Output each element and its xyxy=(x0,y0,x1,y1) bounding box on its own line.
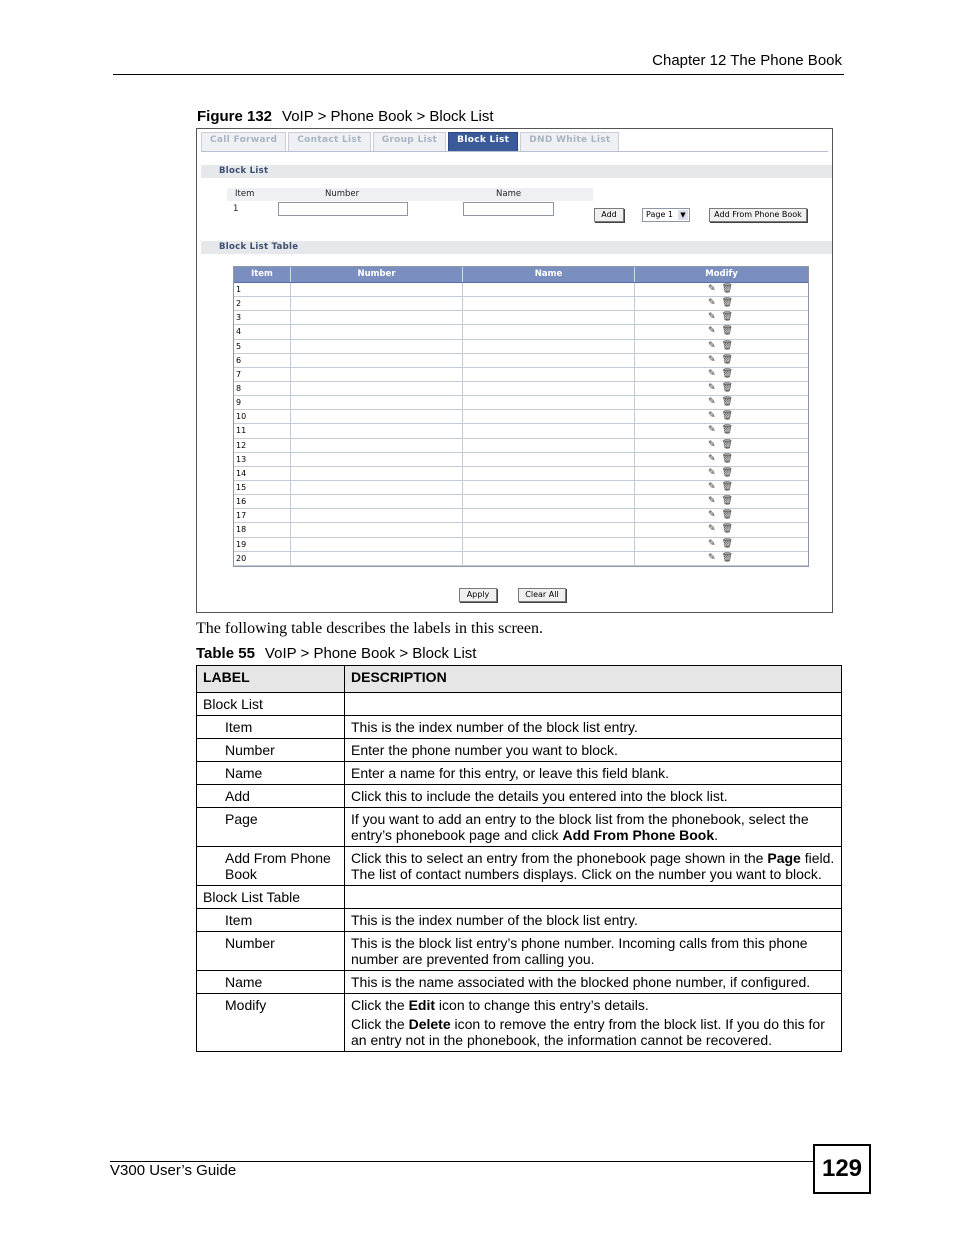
table-number: Table 55 xyxy=(196,645,255,662)
row-number xyxy=(291,552,463,565)
edit-icon[interactable]: ✎ xyxy=(708,524,716,535)
row-modify xyxy=(635,410,808,423)
row-number xyxy=(291,424,463,437)
table-row xyxy=(234,311,808,325)
table-header-row xyxy=(197,666,842,693)
label-column-header: LABEL xyxy=(197,666,345,693)
row-modify xyxy=(635,467,808,480)
row-item: 15 xyxy=(234,481,291,494)
row-name xyxy=(463,439,635,452)
table-row xyxy=(234,396,808,410)
text-run: field. The list of contact numbers displays. Click on the number you want to block. xyxy=(351,850,835,882)
row-number xyxy=(291,439,463,452)
edit-icon[interactable]: ✎ xyxy=(708,481,716,492)
row-description: Enter the phone number you want to block. xyxy=(345,739,842,762)
row-item: 2 xyxy=(234,297,291,310)
table-row xyxy=(234,410,808,424)
delete-icon[interactable]: 🗑 xyxy=(721,326,733,337)
row-name xyxy=(463,509,635,522)
row-number xyxy=(291,340,463,353)
table-row xyxy=(197,808,842,847)
row-number xyxy=(291,283,463,296)
bold-term: Add From Phone Book xyxy=(562,827,715,843)
table-row xyxy=(197,886,842,909)
edit-icon[interactable]: ✎ xyxy=(708,510,716,521)
row-item: 18 xyxy=(234,523,291,536)
delete-icon[interactable]: 🗑 xyxy=(721,354,733,365)
tab-divider xyxy=(201,151,828,152)
row-number xyxy=(291,354,463,367)
form-number-header: Number xyxy=(325,189,360,199)
row-number xyxy=(291,523,463,536)
row-modify xyxy=(635,424,808,437)
intro-text: The following table describes the labels in this screen. xyxy=(196,620,544,637)
row-modify xyxy=(635,509,808,522)
row-item: 12 xyxy=(234,439,291,452)
row-number xyxy=(291,538,463,551)
edit-icon[interactable]: ✎ xyxy=(708,298,716,309)
table-row xyxy=(197,847,842,886)
row-description xyxy=(345,886,842,909)
delete-icon[interactable]: 🗑 xyxy=(721,411,733,422)
figure-caption xyxy=(197,108,494,125)
edit-icon[interactable]: ✎ xyxy=(708,368,716,379)
edit-icon[interactable]: ✎ xyxy=(708,312,716,323)
row-name xyxy=(463,311,635,324)
block-list-section-bar: Block List xyxy=(201,165,832,178)
delete-icon[interactable]: 🗑 xyxy=(721,538,733,549)
row-name xyxy=(463,410,635,423)
text-run: Click the xyxy=(351,1016,409,1032)
chevron-down-icon: ▼ xyxy=(678,210,688,220)
block-list-table-section-bar: Block List Table xyxy=(201,241,832,254)
delete-icon[interactable]: 🗑 xyxy=(721,481,733,492)
table-row xyxy=(234,481,808,495)
row-modify xyxy=(635,368,808,381)
row-name xyxy=(463,368,635,381)
add-button[interactable]: Add xyxy=(594,208,624,222)
table-row xyxy=(234,453,808,467)
edit-icon[interactable]: ✎ xyxy=(708,496,716,507)
row-number xyxy=(291,481,463,494)
row-number xyxy=(291,297,463,310)
description-paragraph xyxy=(351,997,835,1013)
row-item: 13 xyxy=(234,453,291,466)
delete-icon[interactable]: 🗑 xyxy=(721,496,733,507)
name-input[interactable] xyxy=(463,202,554,216)
delete-icon[interactable]: 🗑 xyxy=(721,312,733,323)
text-run: icon to change this entry’s details. xyxy=(435,997,649,1013)
table-row xyxy=(197,785,842,808)
chapter-header: Chapter 12 The Phone Book xyxy=(652,52,842,69)
row-number xyxy=(291,368,463,381)
row-label: Modify xyxy=(197,994,345,1052)
row-name xyxy=(463,283,635,296)
edit-icon[interactable]: ✎ xyxy=(708,439,716,450)
edit-icon[interactable]: ✎ xyxy=(708,411,716,422)
row-item: 7 xyxy=(234,368,291,381)
row-modify xyxy=(635,340,808,353)
row-item: 3 xyxy=(234,311,291,324)
table-row xyxy=(234,368,808,382)
row-description: This is the block list entry’s phone number. Incoming calls from this phone number are prevented from calling you. xyxy=(345,932,842,971)
row-name xyxy=(463,552,635,565)
edit-icon[interactable]: ✎ xyxy=(708,340,716,351)
row-label: Page xyxy=(197,808,345,847)
table-row xyxy=(234,325,808,339)
row-description xyxy=(345,808,842,847)
row-name xyxy=(463,538,635,551)
bold-term: Delete xyxy=(408,1016,451,1032)
table-row xyxy=(234,382,808,396)
edit-icon[interactable]: ✎ xyxy=(708,538,716,549)
row-name xyxy=(463,340,635,353)
table-row xyxy=(197,994,842,1052)
block-list-table xyxy=(233,266,809,567)
row-label: Item xyxy=(197,909,345,932)
row-item: 11 xyxy=(234,424,291,437)
description-column-header: DESCRIPTION xyxy=(345,666,842,693)
row-label: Add From Phone Book xyxy=(197,847,345,886)
row-number xyxy=(291,453,463,466)
table-row xyxy=(234,509,808,523)
row-description: This is the index number of the block list entry. xyxy=(345,716,842,739)
col-header-modify: Modify xyxy=(705,269,738,279)
form-item-header: Item xyxy=(235,189,255,199)
text-run: icon to remove the entry from the block list. If you do this for an entry not in the phonebook, the information cannot be recovered. xyxy=(351,1016,825,1048)
table-row xyxy=(234,297,808,311)
text-run: Click this to select an entry from the phonebook page shown in the xyxy=(351,850,768,866)
edit-icon[interactable]: ✎ xyxy=(708,382,716,393)
table-row xyxy=(197,909,842,932)
edit-icon[interactable]: ✎ xyxy=(708,326,716,337)
edit-icon[interactable]: ✎ xyxy=(708,354,716,365)
row-item: 9 xyxy=(234,396,291,409)
guide-title: V300 User’s Guide xyxy=(110,1162,237,1179)
row-label: Number xyxy=(197,932,345,971)
row-label: Name xyxy=(197,971,345,994)
text-run: . xyxy=(714,827,719,843)
table-row xyxy=(234,552,808,566)
row-number xyxy=(291,325,463,338)
row-label: Block List Table xyxy=(197,886,345,909)
row-modify xyxy=(635,495,808,508)
table-row xyxy=(234,523,808,537)
row-label: Number xyxy=(197,739,345,762)
row-item: 20 xyxy=(234,552,291,565)
row-description: Enter a name for this entry, or leave this field blank. xyxy=(345,762,842,785)
row-name xyxy=(463,297,635,310)
row-label: Name xyxy=(197,762,345,785)
figure-number: Figure 132 xyxy=(197,108,273,125)
delete-icon[interactable]: 🗑 xyxy=(721,524,733,535)
clear-all-button[interactable]: Clear All xyxy=(518,588,566,602)
block-list-table-header xyxy=(234,267,808,283)
row-modify xyxy=(635,453,808,466)
row-modify xyxy=(635,552,808,565)
row-modify xyxy=(635,297,808,310)
row-modify xyxy=(635,439,808,452)
table-row xyxy=(234,340,808,354)
delete-icon[interactable]: 🗑 xyxy=(721,368,733,379)
row-item: 10 xyxy=(234,410,291,423)
tab-dnd-white-list[interactable]: DND White List xyxy=(520,132,619,152)
tab-call-forward[interactable]: Call Forward xyxy=(201,132,286,152)
row-number xyxy=(291,509,463,522)
col-header-name: Name xyxy=(463,267,635,282)
row-modify xyxy=(635,311,808,324)
row-name xyxy=(463,424,635,437)
row-number xyxy=(291,410,463,423)
delete-icon[interactable]: 🗑 xyxy=(721,439,733,450)
row-name xyxy=(463,481,635,494)
row-name xyxy=(463,396,635,409)
block-list-table-body xyxy=(234,283,808,566)
edit-icon[interactable]: ✎ xyxy=(708,453,716,464)
form-item-value: 1 xyxy=(233,204,239,214)
row-modify xyxy=(635,354,808,367)
delete-icon[interactable]: 🗑 xyxy=(721,425,733,436)
delete-icon[interactable]: 🗑 xyxy=(721,397,733,408)
row-name xyxy=(463,453,635,466)
block-list-screenshot xyxy=(196,128,833,613)
row-modify xyxy=(635,523,808,536)
add-from-phone-book-button[interactable]: Add From Phone Book xyxy=(709,208,807,222)
row-modify xyxy=(635,283,808,296)
edit-icon[interactable]: ✎ xyxy=(708,284,716,294)
row-item: 1 xyxy=(234,283,291,296)
row-name xyxy=(463,495,635,508)
text-run: If you want to add an entry to the block list from the phonebook, select the entry’s phonebook page and click xyxy=(351,811,809,843)
label-description-table xyxy=(196,665,842,1052)
edit-icon[interactable]: ✎ xyxy=(708,425,716,436)
row-name xyxy=(463,325,635,338)
table-row xyxy=(234,538,808,552)
row-modify xyxy=(635,382,808,395)
row-label: Item xyxy=(197,716,345,739)
row-description: This is the index number of the block list entry. xyxy=(345,909,842,932)
col-header-number: Number xyxy=(291,267,463,282)
tab-block-list[interactable]: Block List xyxy=(448,132,518,152)
row-item: 6 xyxy=(234,354,291,367)
row-name xyxy=(463,354,635,367)
row-description xyxy=(345,693,842,716)
table-row xyxy=(197,693,842,716)
row-item: 14 xyxy=(234,467,291,480)
row-label: Add xyxy=(197,785,345,808)
apply-button[interactable]: Apply xyxy=(459,588,497,602)
page-select-value: Page 1 xyxy=(646,210,673,219)
row-name xyxy=(463,382,635,395)
delete-icon[interactable]: 🗑 xyxy=(721,340,733,351)
table-row xyxy=(197,932,842,971)
row-number xyxy=(291,382,463,395)
delete-icon[interactable]: 🗑 xyxy=(721,552,733,563)
form-header-bar xyxy=(227,188,593,201)
row-name xyxy=(463,523,635,536)
delete-icon[interactable]: 🗑 xyxy=(721,467,733,478)
row-label: Block List xyxy=(197,693,345,716)
row-modify xyxy=(635,481,808,494)
edit-icon[interactable]: ✎ xyxy=(708,397,716,408)
row-description xyxy=(345,847,842,886)
table-row xyxy=(234,354,808,368)
row-description xyxy=(345,994,842,1052)
row-number xyxy=(291,311,463,324)
row-modify xyxy=(635,538,808,551)
row-modify xyxy=(635,396,808,409)
table-title: VoIP > Phone Book > Block List xyxy=(264,645,477,662)
table-row xyxy=(234,424,808,438)
figure-title: VoIP > Phone Book > Block List xyxy=(282,108,494,125)
delete-icon[interactable]: 🗑 xyxy=(721,510,733,521)
header-rule xyxy=(113,74,844,75)
row-item: 16 xyxy=(234,495,291,508)
row-name xyxy=(463,467,635,480)
row-description: This is the name associated with the blocked phone number, if configured. xyxy=(345,971,842,994)
tab-contact-list[interactable]: Contact List xyxy=(288,132,370,152)
delete-icon[interactable]: 🗑 xyxy=(721,284,733,294)
row-number xyxy=(291,495,463,508)
number-input[interactable] xyxy=(278,202,408,216)
page-number: 129 xyxy=(813,1144,871,1194)
description-table-body xyxy=(197,693,842,1052)
table-row xyxy=(197,762,842,785)
row-item: 17 xyxy=(234,509,291,522)
bold-term: Edit xyxy=(408,997,436,1013)
delete-icon[interactable]: 🗑 xyxy=(721,382,733,393)
text-run: Click the xyxy=(351,997,409,1013)
table-caption xyxy=(196,645,476,662)
form-name-header: Name xyxy=(496,189,522,199)
row-description: Click this to include the details you entered into the block list. xyxy=(345,785,842,808)
description-paragraph xyxy=(351,1016,835,1048)
table-row xyxy=(197,716,842,739)
table-row xyxy=(234,495,808,509)
table-row xyxy=(234,439,808,453)
page-select[interactable] xyxy=(642,208,690,222)
row-number xyxy=(291,467,463,480)
row-item: 8 xyxy=(234,382,291,395)
bold-term: Page xyxy=(767,850,801,866)
row-item: 4 xyxy=(234,325,291,338)
edit-icon[interactable]: ✎ xyxy=(708,467,716,478)
table-row xyxy=(234,283,808,297)
table-row xyxy=(197,971,842,994)
tab-bar xyxy=(201,132,621,152)
row-modify xyxy=(635,325,808,338)
tab-group-list[interactable]: Group List xyxy=(373,132,446,152)
row-item: 5 xyxy=(234,340,291,353)
col-header-item: Item xyxy=(234,267,291,282)
table-row xyxy=(234,467,808,481)
table-row xyxy=(197,739,842,762)
edit-icon[interactable]: ✎ xyxy=(708,552,716,563)
row-number xyxy=(291,396,463,409)
row-item: 19 xyxy=(234,538,291,551)
delete-icon[interactable]: 🗑 xyxy=(721,453,733,464)
delete-icon[interactable]: 🗑 xyxy=(721,298,733,309)
